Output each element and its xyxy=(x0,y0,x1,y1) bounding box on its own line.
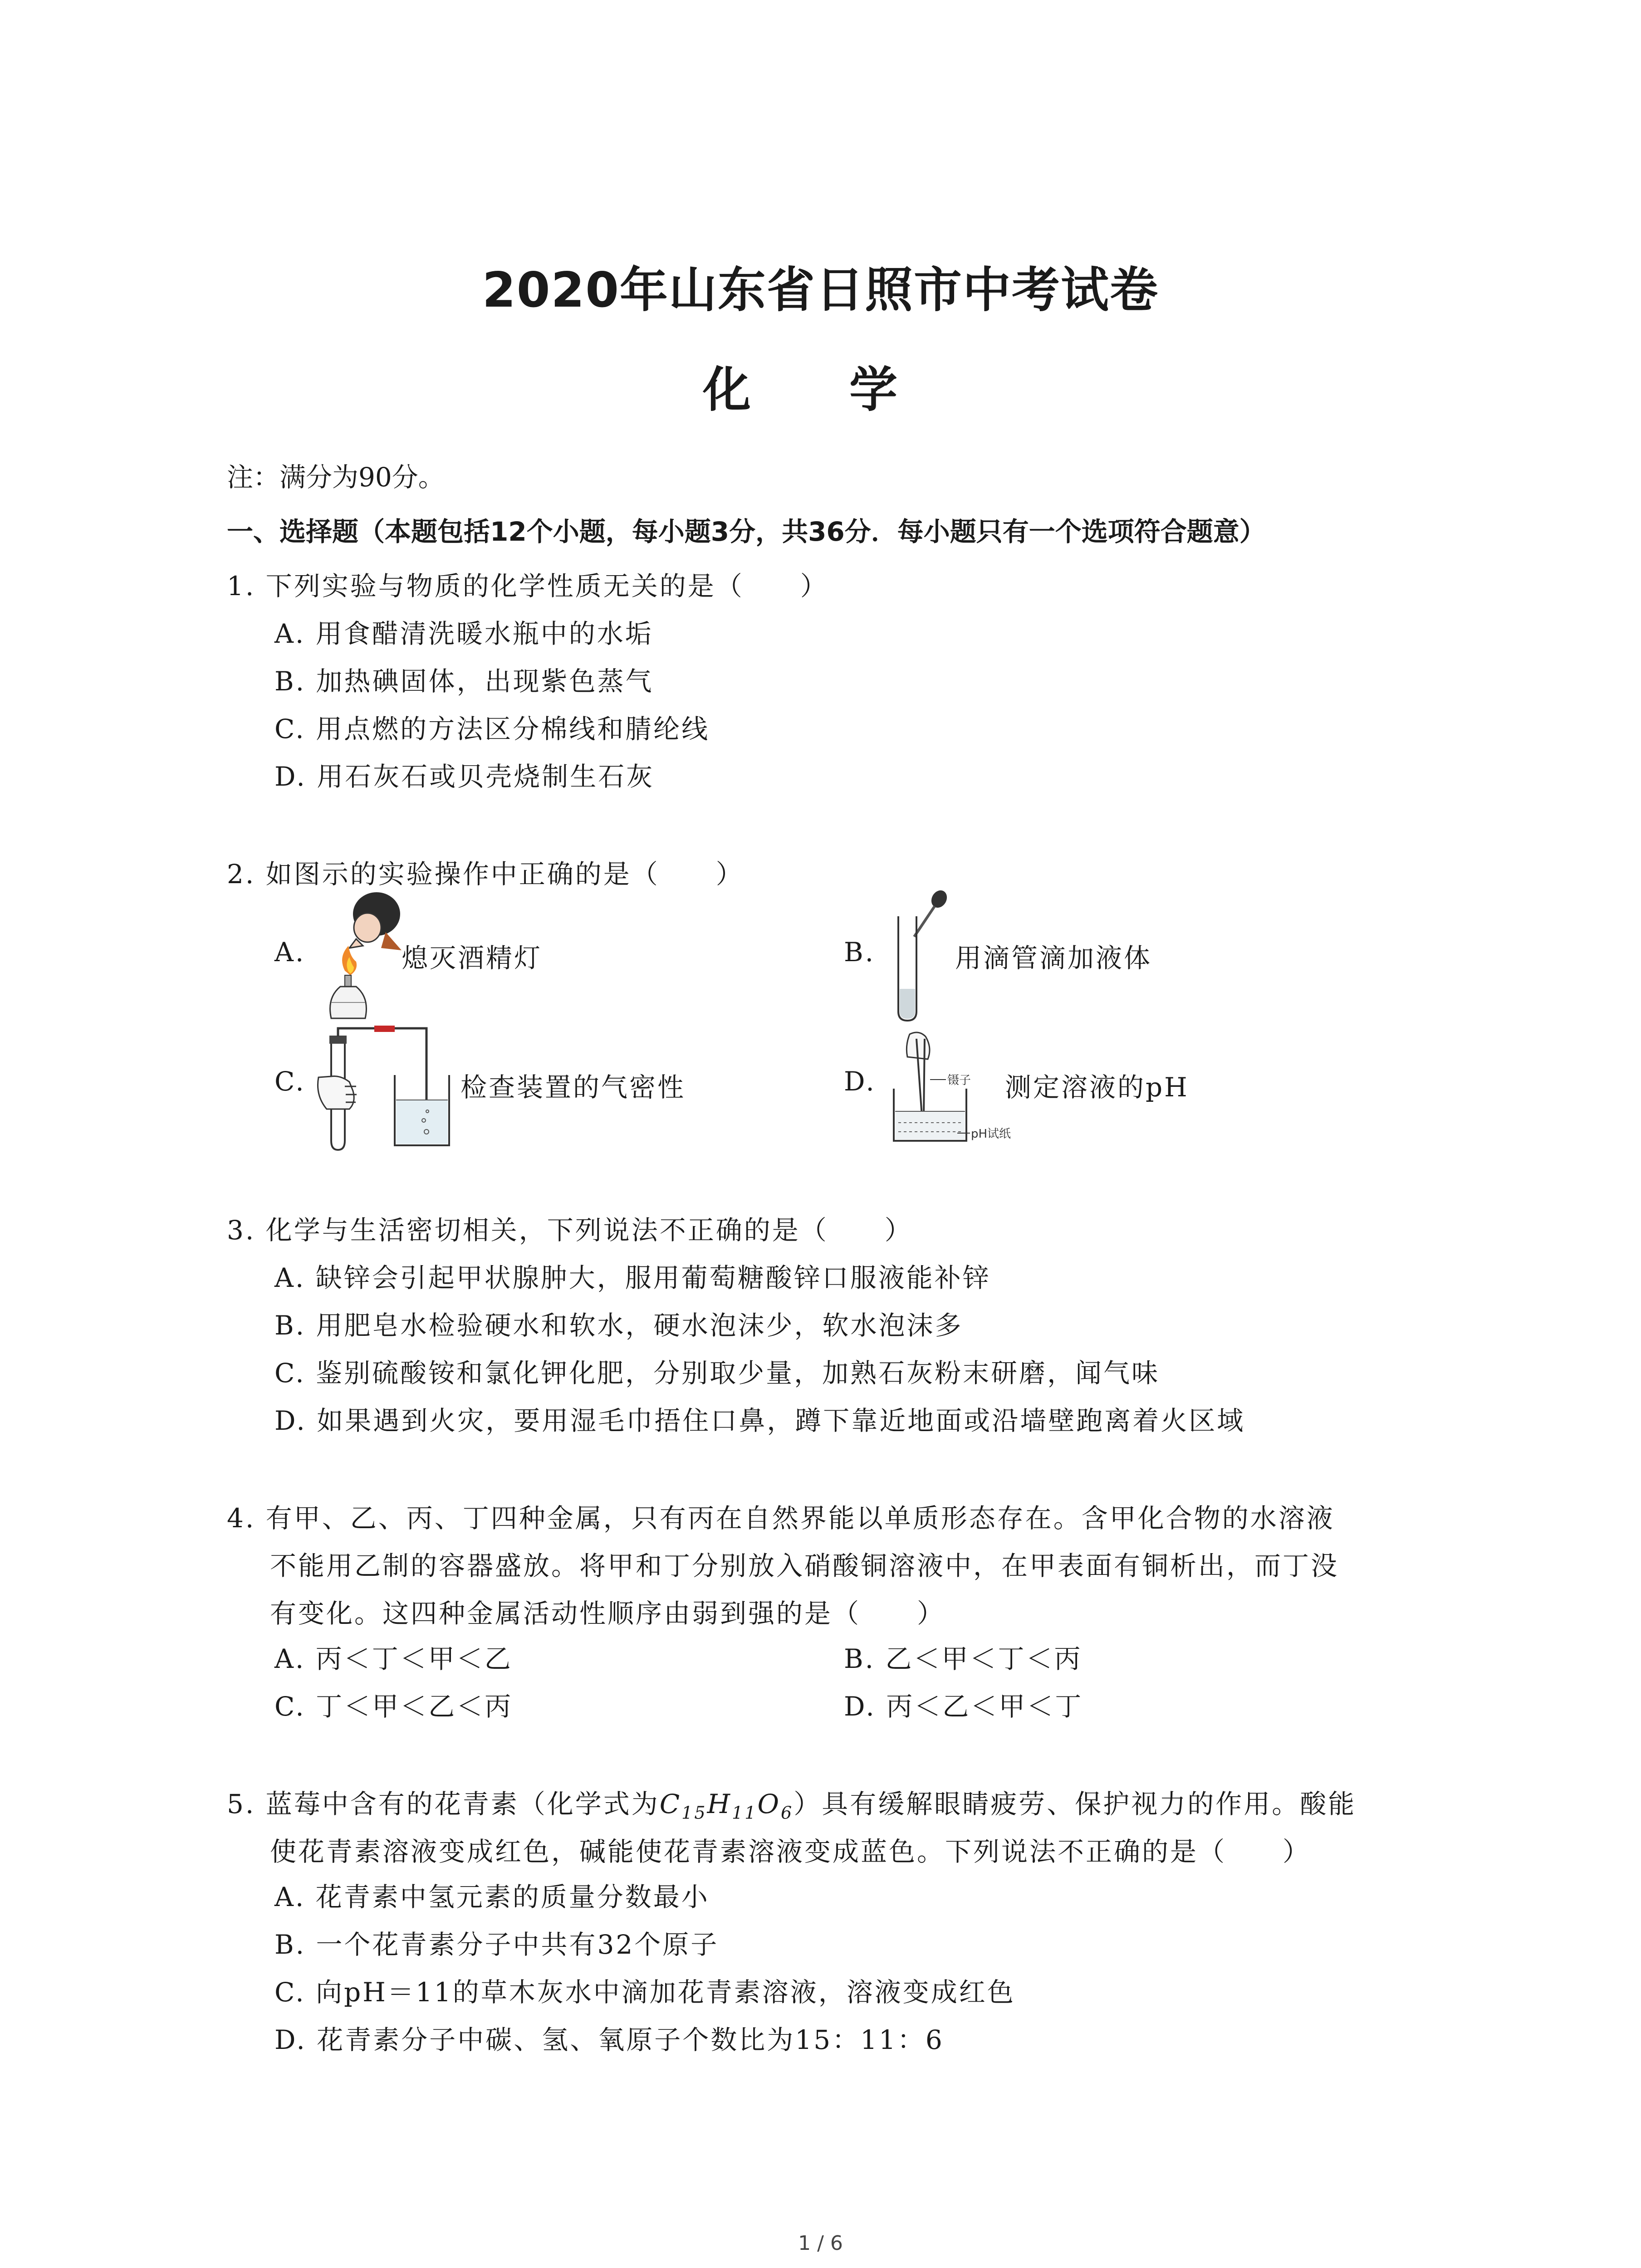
airtightness-check-illustration xyxy=(313,1023,463,1154)
q5-stem-suffix: ）具有缓解眼睛疲劳、保护视力的作用。酸能 xyxy=(794,1789,1357,1819)
ph-paper-label: pH试纸 xyxy=(971,1127,1011,1141)
tweezer-label: 镊子 xyxy=(947,1074,971,1087)
q2-option-c-text: 检查装置的气密性 xyxy=(460,1072,686,1103)
q2-option-b-letter: B. xyxy=(844,937,876,968)
section-heading: 一、选择题（本题包括12个小题，每小题3分，共36分．每小题只有一个选项符合题意） xyxy=(227,516,1266,547)
q2-option-b-text: 用滴管滴加液体 xyxy=(955,943,1152,973)
q4-option-a: A. 丙＜丁＜甲＜乙 xyxy=(274,1643,513,1674)
page-number: 1 / 6 xyxy=(798,2232,843,2255)
q1-option-d: D. 用石灰石或贝壳烧制生石灰 xyxy=(274,761,655,792)
q3-option-c: C. 鉴别硫酸铵和氯化钾化肥，分别取少量，加熟石灰粉末研磨，闻气味 xyxy=(274,1358,1160,1388)
q1-option-c: C. 用点燃的方法区分棉线和腈纶线 xyxy=(274,714,710,744)
q2-option-c-letter: C. xyxy=(274,1066,306,1097)
q5-stem-line1 xyxy=(227,1783,1356,1823)
score-note: 注：满分为90分。 xyxy=(227,462,445,493)
q3-option-b: B. 用肥皂水检验硬水和软水，硬水泡沫少，软水泡沫多 xyxy=(274,1310,963,1341)
q4-stem-line2: 不能用乙制的容器盛放。将甲和丁分别放入硝酸铜溶液中，在甲表面有铜析出，而丁没 xyxy=(270,1550,1339,1581)
q5-stem-line2: 使花青素溶液变成红色，碱能使花青素溶液变成蓝色。下列说法不正确的是（ ） xyxy=(270,1836,1311,1867)
subject-title: 化 学 xyxy=(703,362,938,418)
q1-option-a: A. 用食醋清洗暖水瓶中的水垢 xyxy=(274,618,653,649)
ph-measurement-illustration xyxy=(889,1025,1011,1148)
q2-stem: 2. 如图示的实验操作中正确的是（ ） xyxy=(227,859,744,890)
q4-stem-line1: 4. 有甲、乙、丙、丁四种金属，只有丙在自然界能以单质形态存在。含甲化合物的水溶液 xyxy=(227,1503,1335,1534)
q5-formula: $C_{15}H_{11}O_6$ xyxy=(659,1789,794,1823)
q3-stem: 3. 化学与生活密切相关，下列说法不正确的是（ ） xyxy=(227,1215,913,1246)
q5-option-b: B. 一个花青素分子中共有32个原子 xyxy=(274,1929,719,1960)
blowing-out-lamp-illustration xyxy=(313,889,408,1025)
q4-option-b: B. 乙＜甲＜丁＜丙 xyxy=(844,1643,1083,1674)
q5-option-a: A. 花青素中氢元素的质量分数最小 xyxy=(274,1882,710,1912)
q2-option-a-text: 熄灭酒精灯 xyxy=(402,943,543,973)
q2-option-d-text: 测定溶液的pH xyxy=(1005,1072,1189,1103)
q1-option-b: B. 加热碘固体，出现紫色蒸气 xyxy=(274,666,654,697)
q5-option-c: C. 向pH＝11的草木灰水中滴加花青素溶液，溶液变成红色 xyxy=(274,1977,1015,2008)
q2-option-a-letter: A. xyxy=(274,937,306,968)
dropper-test-tube-illustration xyxy=(889,889,957,1025)
q3-option-a: A. 缺锌会引起甲状腺肿大，服用葡萄糖酸锌口服液能补锌 xyxy=(274,1262,991,1293)
q4-option-c: C. 丁＜甲＜乙＜丙 xyxy=(274,1691,513,1722)
q3-option-d: D. 如果遇到火灾，要用湿毛巾捂住口鼻，蹲下靠近地面或沿墙壁跑离着火区域 xyxy=(274,1405,1245,1436)
q5-stem-prefix: 5. 蓝莓中含有的花青素（化学式为 xyxy=(227,1789,660,1819)
q1-stem: 1. 下列实验与物质的化学性质无关的是（ ） xyxy=(227,571,828,601)
q4-stem-line3: 有变化。这四种金属活动性顺序由弱到强的是（ ） xyxy=(270,1598,945,1629)
q4-option-d: D. 丙＜乙＜甲＜丁 xyxy=(844,1691,1083,1722)
q2-option-d-letter: D. xyxy=(844,1066,876,1097)
q5-option-d: D. 花青素分子中碳、氢、氧原子个数比为15：11：6 xyxy=(274,2024,944,2055)
page-title: 2020年山东省日照市中考试卷 xyxy=(482,262,1159,318)
